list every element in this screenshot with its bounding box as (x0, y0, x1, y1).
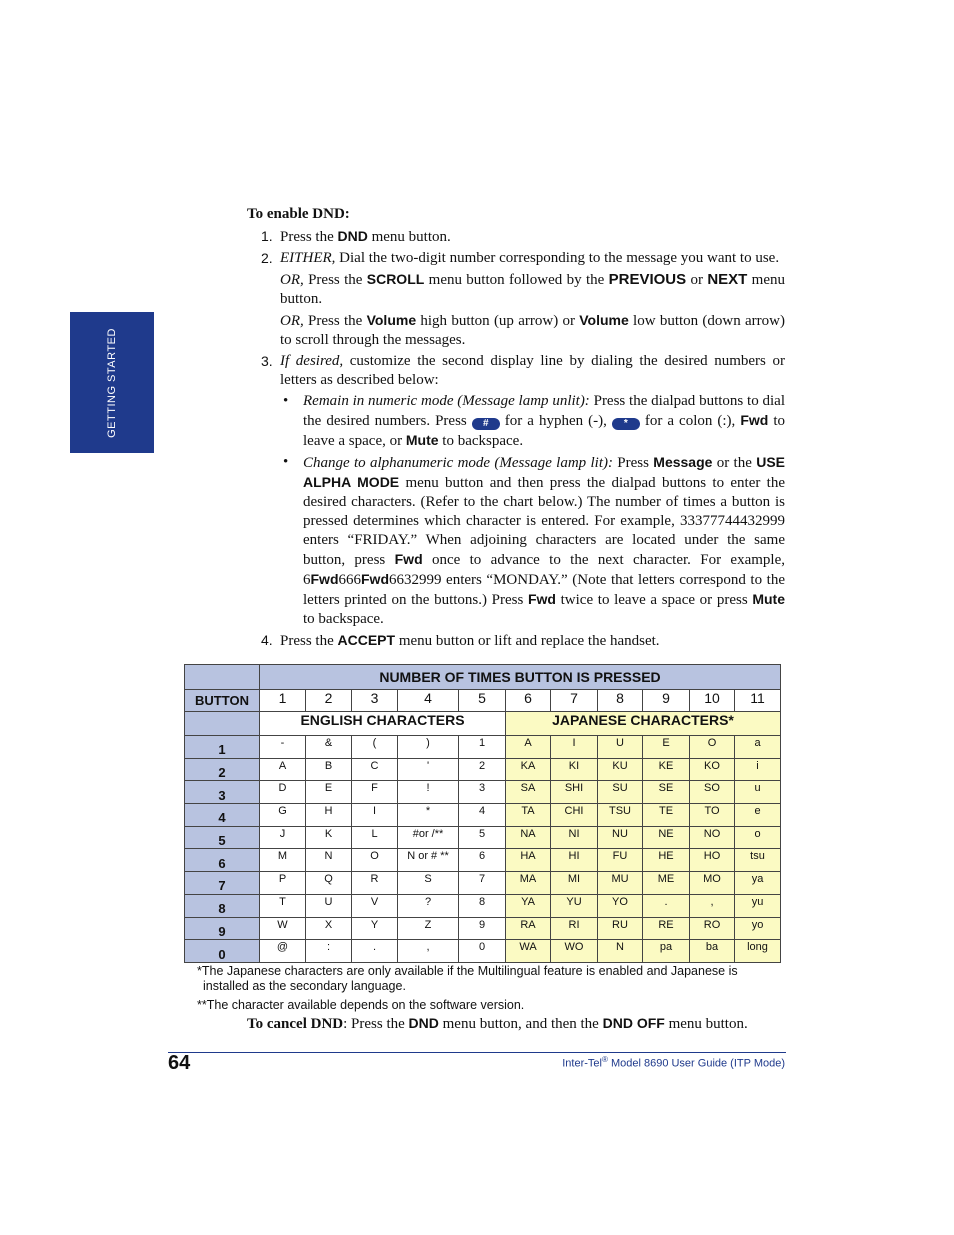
chart-row (185, 804, 781, 827)
japanese-char-cell: A (506, 736, 551, 759)
chart-title: NUMBER OF TIMES BUTTON IS PRESSED (260, 665, 781, 690)
step-2-or-scroll (280, 270, 785, 309)
english-char-cell: A (260, 758, 306, 781)
chart-row (185, 872, 781, 895)
press-count-header: 4 (398, 690, 459, 712)
bullet-numeric-mode (280, 392, 785, 451)
japanese-char-cell: RI (551, 917, 598, 940)
english-char-cell: L (352, 826, 398, 849)
japanese-char-cell: long (735, 940, 781, 963)
english-char-cell: N (306, 849, 352, 872)
english-char-cell: @ (260, 940, 306, 963)
step-3 (247, 352, 785, 629)
step-text: Press the (303, 272, 367, 288)
japanese-char-cell: TSU (598, 804, 643, 827)
press-count-header: 7 (551, 690, 598, 712)
page-number: 64 (168, 1052, 191, 1074)
button-key: 2 (185, 758, 260, 781)
footer-rule (168, 1052, 786, 1053)
step-text: menu button or lift and replace the handset. (395, 633, 660, 649)
chart-row (185, 736, 781, 759)
japanese-char-cell: CHI (551, 804, 598, 827)
bullet-lead: Change to alphanumeric mode (Message lamp lit): (303, 455, 613, 471)
japanese-char-cell: WO (551, 940, 598, 963)
chart-row (185, 849, 781, 872)
japanese-char-cell: O (690, 736, 735, 759)
english-char-cell: G (260, 804, 306, 827)
dnd-off-label: DND OFF (602, 1015, 665, 1031)
english-char-cell: 9 (459, 917, 506, 940)
bullet-lead: Remain in numeric mode (Message lamp unlit): (303, 393, 590, 409)
japanese-char-cell: NE (643, 826, 690, 849)
fwd-label: Fwd (361, 571, 389, 587)
mute-label: Mute (752, 591, 785, 607)
japanese-char-cell: YU (551, 894, 598, 917)
bullet-text: to backspace. (438, 433, 524, 449)
japanese-char-cell: KE (643, 758, 690, 781)
corner-cell (185, 712, 260, 736)
press-count-header: 3 (352, 690, 398, 712)
japanese-char-cell: yu (735, 894, 781, 917)
english-char-cell: X (306, 917, 352, 940)
or-label: OR, (280, 272, 304, 288)
english-char-cell: ? (398, 894, 459, 917)
english-char-cell: , (398, 940, 459, 963)
english-char-cell: ( (352, 736, 398, 759)
english-char-cell: 7 (459, 872, 506, 895)
english-char-cell: R (352, 872, 398, 895)
button-key: 0 (185, 940, 260, 963)
english-char-cell: J (260, 826, 306, 849)
step-2-or-volume (280, 311, 785, 350)
english-char-cell: M (260, 849, 306, 872)
english-char-cell: - (260, 736, 306, 759)
japanese-char-cell: SU (598, 781, 643, 804)
japanese-char-cell: ba (690, 940, 735, 963)
japanese-char-cell: NA (506, 826, 551, 849)
bullet-text: Press (612, 455, 654, 471)
step-number: 4. (261, 632, 273, 648)
japanese-char-cell: KA (506, 758, 551, 781)
footer-title (562, 1055, 785, 1070)
japanese-char-cell: ME (643, 872, 690, 895)
english-char-cell: K (306, 826, 352, 849)
step-2-either (280, 249, 785, 268)
chart-row (185, 781, 781, 804)
bullet-alpha-mode (280, 453, 785, 629)
chart-row (185, 917, 781, 940)
bullet-text: to leave a space, or (303, 413, 786, 449)
japanese-char-cell: i (735, 758, 781, 781)
fwd-label: Fwd (310, 571, 339, 587)
english-characters-header: ENGLISH CHARACTERS (260, 712, 506, 736)
press-count-header: 1 (260, 690, 306, 712)
japanese-char-cell: MI (551, 872, 598, 895)
japanese-char-cell: KU (598, 758, 643, 781)
press-count-header: 6 (506, 690, 551, 712)
bullet-text: or the (712, 455, 757, 471)
japanese-char-cell: SE (643, 781, 690, 804)
cancel-dnd-instruction (247, 1015, 748, 1033)
japanese-char-cell: , (690, 894, 735, 917)
step-text: high button (up arrow) or (416, 313, 580, 329)
english-char-cell: : (306, 940, 352, 963)
english-char-cell: F (352, 781, 398, 804)
if-desired-label: If desired, (280, 353, 344, 369)
japanese-char-cell: SHI (551, 781, 598, 804)
step-number: 1. (261, 228, 273, 244)
japanese-char-cell: HO (690, 849, 735, 872)
japanese-characters-header: JAPANESE CHARACTERS* (506, 712, 781, 736)
japanese-char-cell: HE (643, 849, 690, 872)
previous-label: PREVIOUS (608, 271, 687, 288)
press-count-header: 10 (690, 690, 735, 712)
use-alpha-mode-label: USE ALPHA MODE (303, 454, 785, 490)
bullet-text: 6632999 enters “MONDAY.” (Note that letters correspond to the letters printed on the buttons.) Press (303, 572, 785, 608)
bullet-text: for a hyphen (-), (499, 413, 612, 429)
footnote-text: *The Japanese characters are only available if the Multilingual feature is enabled and Japanese is installed as the secondary language. (197, 964, 738, 993)
button-key: 4 (185, 804, 260, 827)
accept-label: ACCEPT (337, 632, 396, 648)
step-text: Press the (303, 313, 367, 329)
press-count-header: 2 (306, 690, 352, 712)
bullet-icon: • (283, 393, 289, 409)
english-char-cell: H (306, 804, 352, 827)
message-label: Message (653, 454, 713, 470)
japanese-char-cell: MA (506, 872, 551, 895)
fwd-label: Fwd (394, 551, 423, 567)
english-char-cell: E (306, 781, 352, 804)
english-char-cell: & (306, 736, 352, 759)
hash-key-icon: # (472, 418, 500, 430)
volume-label: Volume (579, 312, 629, 328)
button-key: 9 (185, 917, 260, 940)
japanese-char-cell: E (643, 736, 690, 759)
chart-row (185, 826, 781, 849)
japanese-char-cell: HI (551, 849, 598, 872)
next-label: NEXT (707, 271, 748, 288)
mute-label: Mute (405, 432, 439, 448)
english-char-cell: 8 (459, 894, 506, 917)
japanese-char-cell: WA (506, 940, 551, 963)
japanese-char-cell: NI (551, 826, 598, 849)
step-1 (247, 227, 785, 247)
english-char-cell: I (352, 804, 398, 827)
step-text: Press the (280, 633, 338, 649)
corner-cell (185, 665, 260, 690)
japanese-char-cell: KI (551, 758, 598, 781)
english-char-cell: O (352, 849, 398, 872)
bullet-text: menu button and then press the dialpad buttons to enter the desired characters. (Refer to the chart below.) The number of times a button is pressed determines which character is entered. For example, 33377744432999 enters “FRIDAY.” When adjoining characters are located under the same button, press (303, 475, 785, 568)
step-text: menu button followed by the (424, 272, 609, 288)
bullet-text: Press the dialpad buttons to dial the desired numbers. Press (303, 393, 785, 429)
dnd-label: DND (337, 228, 368, 244)
cancel-lead: To cancel DND (247, 1016, 344, 1032)
english-char-cell: 6 (459, 849, 506, 872)
english-char-cell: W (260, 917, 306, 940)
english-char-cell: 5 (459, 826, 506, 849)
english-char-cell: #or /** (398, 826, 459, 849)
english-char-cell: Q (306, 872, 352, 895)
chart-row (185, 894, 781, 917)
english-char-cell: * (398, 804, 459, 827)
japanese-char-cell: o (735, 826, 781, 849)
step-text: menu button. (280, 272, 786, 307)
step-text: Press the (280, 229, 338, 245)
english-char-cell: 3 (459, 781, 506, 804)
japanese-char-cell: I (551, 736, 598, 759)
section-tab-label: GETTING STARTED (106, 327, 118, 438)
button-column-header: BUTTON (185, 690, 260, 712)
english-char-cell: 4 (459, 804, 506, 827)
footer-brand: Inter-Tel (562, 1057, 602, 1070)
japanese-char-cell: tsu (735, 849, 781, 872)
japanese-char-cell: RE (643, 917, 690, 940)
japanese-char-cell: NO (690, 826, 735, 849)
english-char-cell: N or # ** (398, 849, 459, 872)
step-number: 3. (261, 353, 273, 369)
japanese-char-cell: N (598, 940, 643, 963)
english-char-cell: ! (398, 781, 459, 804)
step-number: 2. (261, 250, 273, 266)
japanese-char-cell: KO (690, 758, 735, 781)
step-text: customize the second display line by dialing the desired numbers or letters as described below: (280, 353, 785, 388)
japanese-char-cell: TE (643, 804, 690, 827)
japanese-char-cell: pa (643, 940, 690, 963)
cancel-text: menu button, and then the (438, 1016, 603, 1032)
japanese-char-cell: RA (506, 917, 551, 940)
bullet-text: 666 (338, 572, 361, 588)
japanese-char-cell: NU (598, 826, 643, 849)
button-key: 7 (185, 872, 260, 895)
english-char-cell: U (306, 894, 352, 917)
japanese-char-cell: SO (690, 781, 735, 804)
button-key: 8 (185, 894, 260, 917)
japanese-char-cell: HA (506, 849, 551, 872)
button-key: 3 (185, 781, 260, 804)
japanese-char-cell: YA (506, 894, 551, 917)
either-label: EITHER, (280, 250, 336, 266)
japanese-char-cell: RU (598, 917, 643, 940)
step-text: low button (down arrow) to scroll through the messages. (280, 313, 786, 348)
character-chart (184, 664, 781, 963)
chart-row (185, 940, 781, 963)
dnd-label: DND (408, 1015, 439, 1031)
button-key: 1 (185, 736, 260, 759)
footer-title-text: Model 8690 User Guide (ITP Mode) (607, 1057, 785, 1070)
bullet-text: for a colon (:), (639, 413, 741, 429)
cancel-text: : Press the (343, 1016, 409, 1032)
english-char-cell: V (352, 894, 398, 917)
japanese-char-cell: SA (506, 781, 551, 804)
star-key-icon: * (612, 418, 640, 430)
english-char-cell: C (352, 758, 398, 781)
english-char-cell: 2 (459, 758, 506, 781)
japanese-char-cell: MO (690, 872, 735, 895)
step-4 (247, 631, 785, 651)
volume-label: Volume (366, 312, 417, 328)
step-3-intro (280, 352, 785, 390)
instructions (247, 205, 785, 653)
japanese-char-cell: . (643, 894, 690, 917)
japanese-char-cell: ya (735, 872, 781, 895)
english-char-cell: B (306, 758, 352, 781)
press-count-header: 8 (598, 690, 643, 712)
english-char-cell: ) (398, 736, 459, 759)
english-char-cell: . (352, 940, 398, 963)
japanese-char-cell: TO (690, 804, 735, 827)
english-char-cell: P (260, 872, 306, 895)
step-text: menu button. (367, 229, 451, 245)
english-char-cell: 1 (459, 736, 506, 759)
or-label: OR, (280, 313, 304, 329)
bullet-text: twice to leave a space or press (555, 592, 753, 608)
step-2 (247, 249, 785, 350)
button-key: 6 (185, 849, 260, 872)
press-count-header: 5 (459, 690, 506, 712)
step-text: Dial the two-digit number corresponding to the message you want to use. (335, 250, 780, 266)
bullet-icon: • (283, 454, 289, 470)
chart-row (185, 758, 781, 781)
english-char-cell: D (260, 781, 306, 804)
step-text: or (686, 272, 708, 288)
english-char-cell: 0 (459, 940, 506, 963)
japanese-char-cell: RO (690, 917, 735, 940)
registered-mark: ® (601, 1055, 608, 1064)
fwd-label: Fwd (740, 412, 769, 428)
japanese-char-cell: e (735, 804, 781, 827)
japanese-char-cell: MU (598, 872, 643, 895)
japanese-char-cell: TA (506, 804, 551, 827)
japanese-char-cell: U (598, 736, 643, 759)
press-count-header: 11 (735, 690, 781, 712)
japanese-char-cell: a (735, 736, 781, 759)
bullet-text: once to advance to the next character. For example, 6 (303, 552, 785, 588)
japanese-char-cell: u (735, 781, 781, 804)
english-char-cell: Z (398, 917, 459, 940)
english-char-cell: Y (352, 917, 398, 940)
press-count-header: 9 (643, 690, 690, 712)
enable-dnd-heading: To enable DND: (247, 206, 350, 222)
cancel-text: menu button. (664, 1016, 748, 1032)
english-char-cell: S (398, 872, 459, 895)
japanese-char-cell: yo (735, 917, 781, 940)
section-tab (70, 312, 154, 453)
scroll-label: SCROLL (366, 271, 425, 287)
english-char-cell: ' (398, 758, 459, 781)
english-char-cell: T (260, 894, 306, 917)
japanese-char-cell: YO (598, 894, 643, 917)
button-key: 5 (185, 826, 260, 849)
software-footnote: **The character available depends on the software version. (197, 998, 525, 1012)
fwd-label: Fwd (527, 591, 556, 607)
japanese-footnote (197, 964, 757, 994)
japanese-char-cell: FU (598, 849, 643, 872)
bullet-text: to backspace. (303, 611, 384, 627)
